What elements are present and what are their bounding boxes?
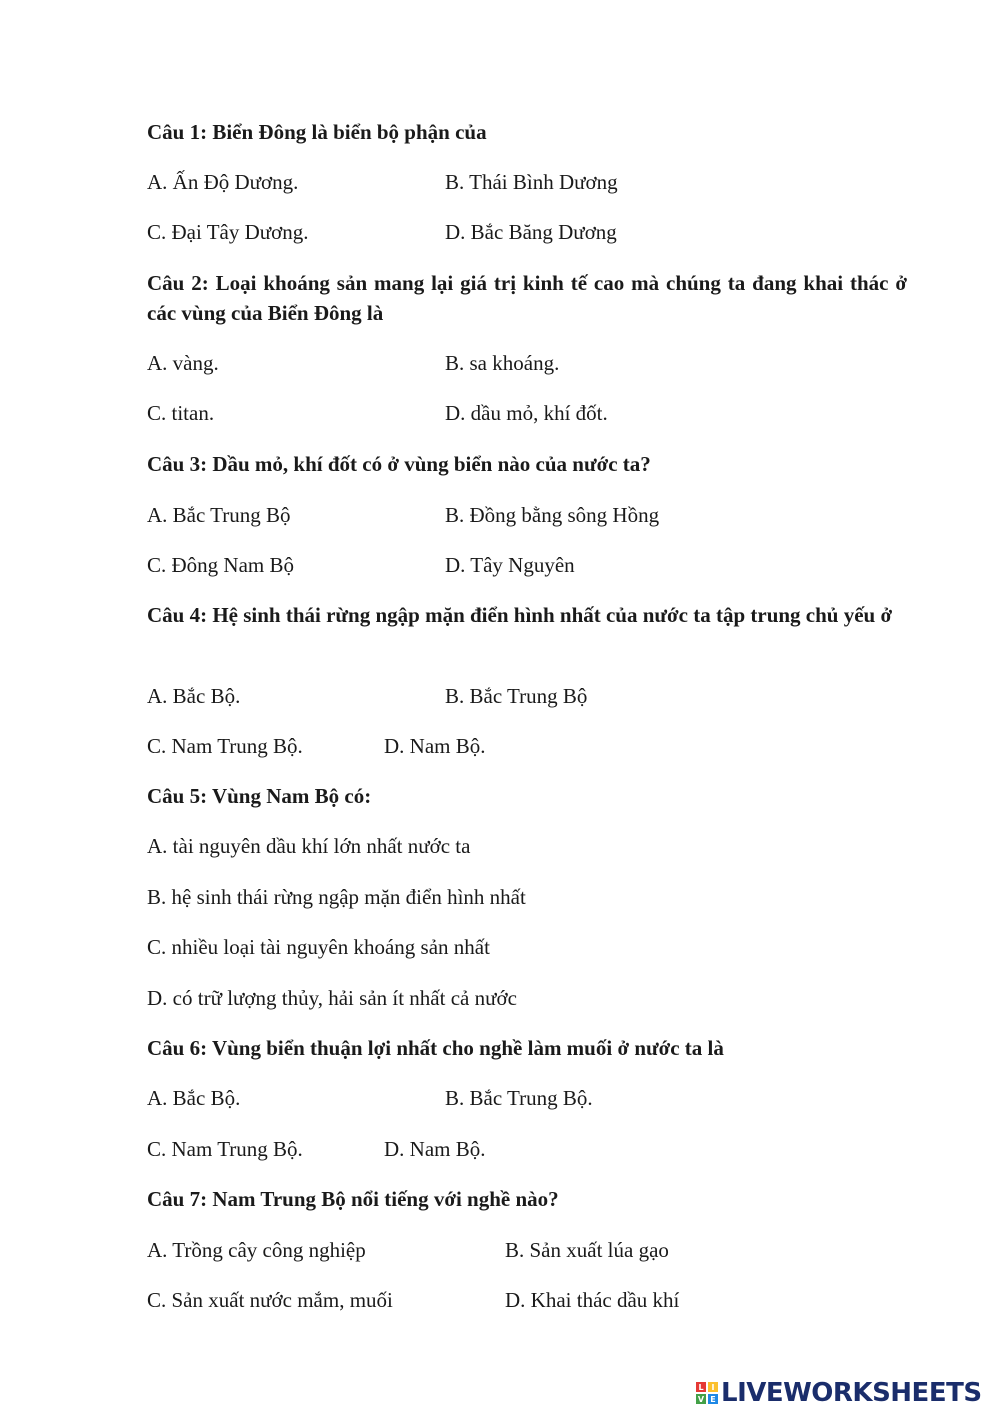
question-3-option-c: C. Đông Nam Bộ — [147, 553, 294, 577]
question-3-option-d: D. Tây Nguyên — [445, 553, 575, 577]
question-6-option-c: C. Nam Trung Bộ. — [147, 1137, 303, 1161]
question-5-title: Câu 5: Vùng Nam Bộ có: — [147, 784, 372, 808]
question-6-title: Câu 6: Vùng biển thuận lợi nhất cho nghề làm muối ở nước ta là — [147, 1036, 724, 1060]
question-6-option-b: B. Bắc Trung Bộ. — [445, 1086, 593, 1110]
question-5-option-b: B. hệ sinh thái rừng ngập mặn điển hình nhất — [147, 885, 526, 909]
question-2-option-d: D. dầu mỏ, khí đốt. — [445, 401, 608, 425]
question-4-option-b: B. Bắc Trung Bộ — [445, 684, 588, 708]
question-2-option-c: C. titan. — [147, 401, 215, 425]
question-2-title: Câu 2: Loại khoáng sản mang lại giá trị kinh tế cao mà chúng ta đang khai thác ở các vùng của Biển Đông là — [147, 271, 907, 325]
question-3-option-b: B. Đồng bằng sông Hồng — [445, 503, 660, 527]
question-1-option-a: A. Ấn Độ Dương. — [147, 170, 299, 194]
question-5-option-a: A. tài nguyên dầu khí lớn nhất nước ta — [147, 834, 471, 858]
question-4-option-a: A. Bắc Bộ. — [147, 684, 241, 708]
question-7-option-b: B. Sản xuất lúa gạo — [505, 1238, 669, 1262]
question-3-option-a: A. Bắc Trung Bộ — [147, 503, 291, 527]
question-4-option-d: D. Nam Bộ. — [384, 734, 486, 758]
question-3-title: Câu 3: Dầu mỏ, khí đốt có ở vùng biển nào của nước ta? — [147, 452, 651, 476]
question-7-option-d: D. Khai thác dầu khí — [505, 1288, 680, 1312]
question-4-title: Câu 4: Hệ sinh thái rừng ngập mặn điển hình nhất của nước ta tập trung chủ yếu ở — [147, 603, 893, 627]
question-5-option-d: D. có trữ lượng thủy, hải sản ít nhất cả nước — [147, 986, 517, 1010]
logo-grid-icon — [696, 1382, 718, 1404]
question-7-option-c: C. Sản xuất nước mắm, muối — [147, 1288, 393, 1312]
question-6-option-d: D. Nam Bộ. — [384, 1137, 486, 1161]
question-6-option-a: A. Bắc Bộ. — [147, 1086, 241, 1110]
question-1-option-c: C. Đại Tây Dương. — [147, 220, 309, 244]
question-7-option-a: A. Trồng cây công nghiệp — [147, 1238, 366, 1262]
question-5-option-c: C. nhiều loại tài nguyên khoáng sản nhất — [147, 935, 490, 959]
question-1-title: Câu 1: Biển Đông là biển bộ phận của — [147, 120, 487, 144]
question-2-option-a: A. vàng. — [147, 351, 219, 375]
logo-text: LIVEWORKSHEETS — [721, 1378, 982, 1408]
logo-letter-v: V — [697, 1394, 705, 1404]
question-2-option-b: B. sa khoáng. — [445, 351, 560, 375]
question-7-title: Câu 7: Nam Trung Bộ nổi tiếng với nghề nào? — [147, 1187, 559, 1211]
question-4-option-c: C. Nam Trung Bộ. — [147, 734, 303, 758]
logo-letter-i: I — [708, 1382, 718, 1392]
question-1-option-d: D. Bắc Băng Dương — [445, 220, 617, 244]
logo-letter-e: E — [708, 1394, 718, 1404]
liveworksheets-logo — [696, 1378, 982, 1408]
question-1-option-b: B. Thái Bình Dương — [445, 170, 618, 194]
logo-letter-l: L — [696, 1382, 706, 1392]
